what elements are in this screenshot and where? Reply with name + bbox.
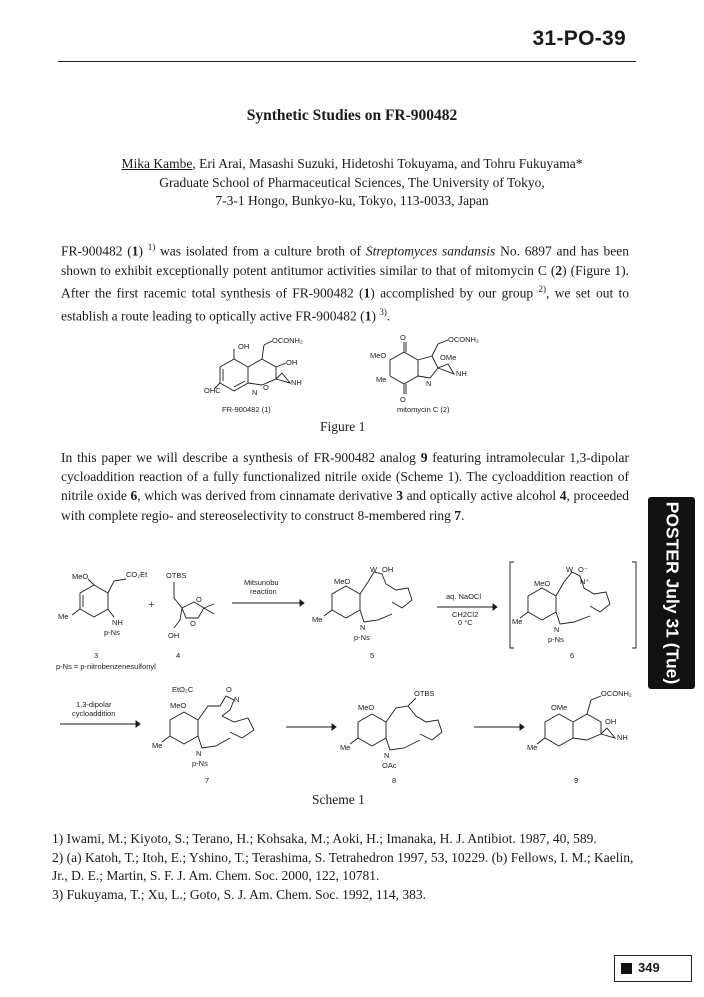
svg-text:p-Ns: p-Ns [104, 628, 120, 637]
svg-text:O: O [196, 595, 202, 604]
reference-3: 3) Fukuyama, T.; Xu, L.; Goto, S. J. Am. Chem. Soc. 1992, 114, 383. [52, 886, 426, 902]
plus-sign: + [148, 597, 155, 611]
svg-text:Me: Me [152, 741, 163, 750]
compound-8-number: 8 [392, 776, 397, 785]
intro-paragraph: FR-900482 (1) $^{1)}$ was isolated from a culture broth of Streptomyces sandansis No. 6897 and has been shown to exhibit exceptionally potent antitumor activities similar to that of mitomycin C (2) (Figure 1). After the first racemic total synthesis of FR-900482 (1) accomplished by our group $^{2)}$, we set out to establish a route leading to optically active FR-900482 (1) $^{3)}$. [61, 242, 629, 324]
svg-text:N⁺: N⁺ [580, 577, 590, 586]
reagent-cycloaddition-2: cycloaddition [72, 709, 116, 718]
svg-text:Me: Me [527, 743, 538, 752]
svg-text:N: N [360, 623, 366, 632]
svg-text:OH: OH [605, 717, 617, 726]
svg-text:OHC: OHC [204, 386, 221, 395]
svg-text:CO₂Et: CO₂Et [126, 570, 148, 579]
svg-text:N: N [426, 379, 432, 388]
compound-4-structure [160, 568, 230, 643]
svg-text:N: N [196, 749, 202, 758]
svg-text:OH: OH [382, 565, 394, 574]
poster-date-tab: POSTER July 31 (Tue) [648, 497, 695, 689]
compound-6-number: 6 [570, 651, 575, 660]
compound-7-structure [150, 682, 270, 772]
reagent-cycloaddition-1: 1,3-dipolar [76, 700, 112, 709]
svg-text:OMe: OMe [551, 703, 568, 712]
svg-text:NH: NH [291, 378, 302, 387]
svg-text:MeO: MeO [370, 351, 387, 360]
fr900482-structure [200, 335, 340, 407]
reagent-temperature: 0 °C [458, 618, 473, 627]
svg-text:NH: NH [456, 369, 467, 378]
poster-code: 31-PO-39 [532, 27, 626, 50]
presenting-author: Mika Kambe [121, 156, 193, 171]
arrow-cycloaddition [60, 721, 140, 727]
svg-text:OAc: OAc [382, 761, 397, 770]
svg-text:Me: Me [512, 617, 523, 626]
affiliation: Graduate School of Pharmaceutical Sciences, The University of Tokyo, [159, 174, 545, 190]
svg-text:MeO: MeO [170, 701, 187, 710]
compound-9-number: 9 [574, 776, 579, 785]
svg-text:Me: Me [312, 615, 323, 624]
body-paragraph: In this paper we will describe a synthesis of FR-900482 analog 9 featuring intramolecular 1,3-dipolar cycloaddition reaction of a fully functionalized nitrile oxide (Scheme 1). The cycloaddition reaction of nitrile oxide 6, which was derived from cinnamate derivative 3 and optically active alcohol 4, proceeded with complete regio- and stereoselectivity to construct 8-membered ring 7. [61, 450, 629, 523]
compound-4-number: 4 [176, 651, 181, 660]
reagent-reaction: reaction [250, 587, 277, 596]
mitomycin-structure [368, 330, 508, 402]
compound-5-number: 5 [370, 651, 375, 660]
svg-text:O: O [400, 395, 406, 404]
compound-3-structure [58, 565, 158, 645]
reference-list [52, 830, 642, 904]
compound-8-structure [338, 684, 458, 774]
compound-6-structure [508, 560, 640, 655]
pns-abbreviation-note: p-Ns = p-nitrobenzenesulfonyl [56, 662, 156, 671]
reagent-solvent: CH2Cl2 [452, 610, 479, 619]
svg-text:W: W [566, 565, 574, 574]
reagent-naocl: aq. NaOCl [446, 592, 482, 601]
svg-text:N: N [234, 695, 240, 704]
reference-2: 2) (a) Katoh, T.; Itoh, E.; Yshino, T.; Terashima, S. Tetrahedron 1997, 53, 10229. (b) Fellows, I. M.; Kaelin, Jr., D. E.; Martin, S. F. J. Am. Chem. Soc. 2000, 122, 10781. [52, 849, 634, 884]
reference-1: 1) Iwami, M.; Kiyoto, S.; Terano, H.; Kohsaka, M.; Aoki, H.; Imanaka, H. J. Antibiot. 1987, 40, 589. [52, 831, 597, 846]
compound-2-label: mitomycin C (2) [397, 405, 450, 414]
page-number: 349 [638, 960, 660, 975]
page-number-box [614, 955, 692, 982]
reagent-mitsunobu: Mitsunobu [244, 578, 279, 587]
svg-text:Me: Me [376, 375, 387, 384]
svg-text:p-Ns: p-Ns [548, 635, 564, 644]
author-block [0, 155, 704, 211]
svg-text:OCONH₂: OCONH₂ [601, 689, 632, 698]
paper-title: Synthetic Studies on FR-900482 [246, 107, 458, 124]
square-marker-icon [621, 963, 632, 974]
svg-text:MeO: MeO [534, 579, 551, 588]
svg-text:Me: Me [58, 612, 69, 621]
svg-text:N: N [252, 388, 258, 397]
svg-text:MeO: MeO [358, 703, 375, 712]
svg-text:MeO: MeO [334, 577, 351, 586]
svg-text:OCONH₂: OCONH₂ [272, 336, 303, 345]
svg-text:OH: OH [238, 342, 250, 351]
arrow-8-to-9 [474, 724, 524, 730]
svg-text:OTBS: OTBS [166, 571, 187, 580]
svg-text:OTBS: OTBS [414, 689, 435, 698]
compound-7-number: 7 [205, 776, 210, 785]
header-rule [58, 61, 636, 62]
compound-3-number: 3 [94, 651, 99, 660]
svg-text:EtO₂C: EtO₂C [172, 685, 194, 694]
svg-text:O: O [190, 619, 196, 628]
svg-text:O: O [263, 383, 269, 392]
svg-text:Me: Me [340, 743, 351, 752]
compound-1-label: FR-900482 (1) [222, 405, 271, 414]
scheme-1-caption: Scheme 1 [312, 792, 365, 807]
author-line [0, 155, 704, 174]
svg-text:NH: NH [617, 733, 628, 742]
arrow-mitsunobu [232, 600, 304, 606]
compound-9-structure [525, 684, 645, 764]
arrow-7-to-8 [286, 724, 336, 730]
svg-text:N: N [554, 625, 560, 634]
svg-text:OMe: OMe [440, 353, 457, 362]
svg-text:OH: OH [168, 631, 180, 640]
svg-text:NH: NH [112, 618, 123, 627]
figure-1-caption: Figure 1 [320, 419, 366, 434]
svg-text:p-Ns: p-Ns [354, 633, 370, 642]
svg-text:OCONH₂: OCONH₂ [448, 335, 479, 344]
svg-text:W: W [370, 565, 378, 574]
svg-text:O: O [226, 685, 232, 694]
svg-text:p-Ns: p-Ns [192, 759, 208, 768]
svg-text:MeO: MeO [72, 572, 89, 581]
coauthors: , Eri Arai, Masashi Suzuki, Hidetoshi Tokuyama, and Tohru Fukuyama* [192, 156, 583, 171]
svg-text:N: N [384, 751, 390, 760]
svg-text:O⁻: O⁻ [578, 565, 588, 574]
svg-text:O: O [400, 333, 406, 342]
address: 7-3-1 Hongo, Bunkyo-ku, Tokyo, 113-0033, Japan [215, 193, 489, 208]
svg-text:OH: OH [286, 358, 298, 367]
compound-5-structure [312, 562, 422, 647]
